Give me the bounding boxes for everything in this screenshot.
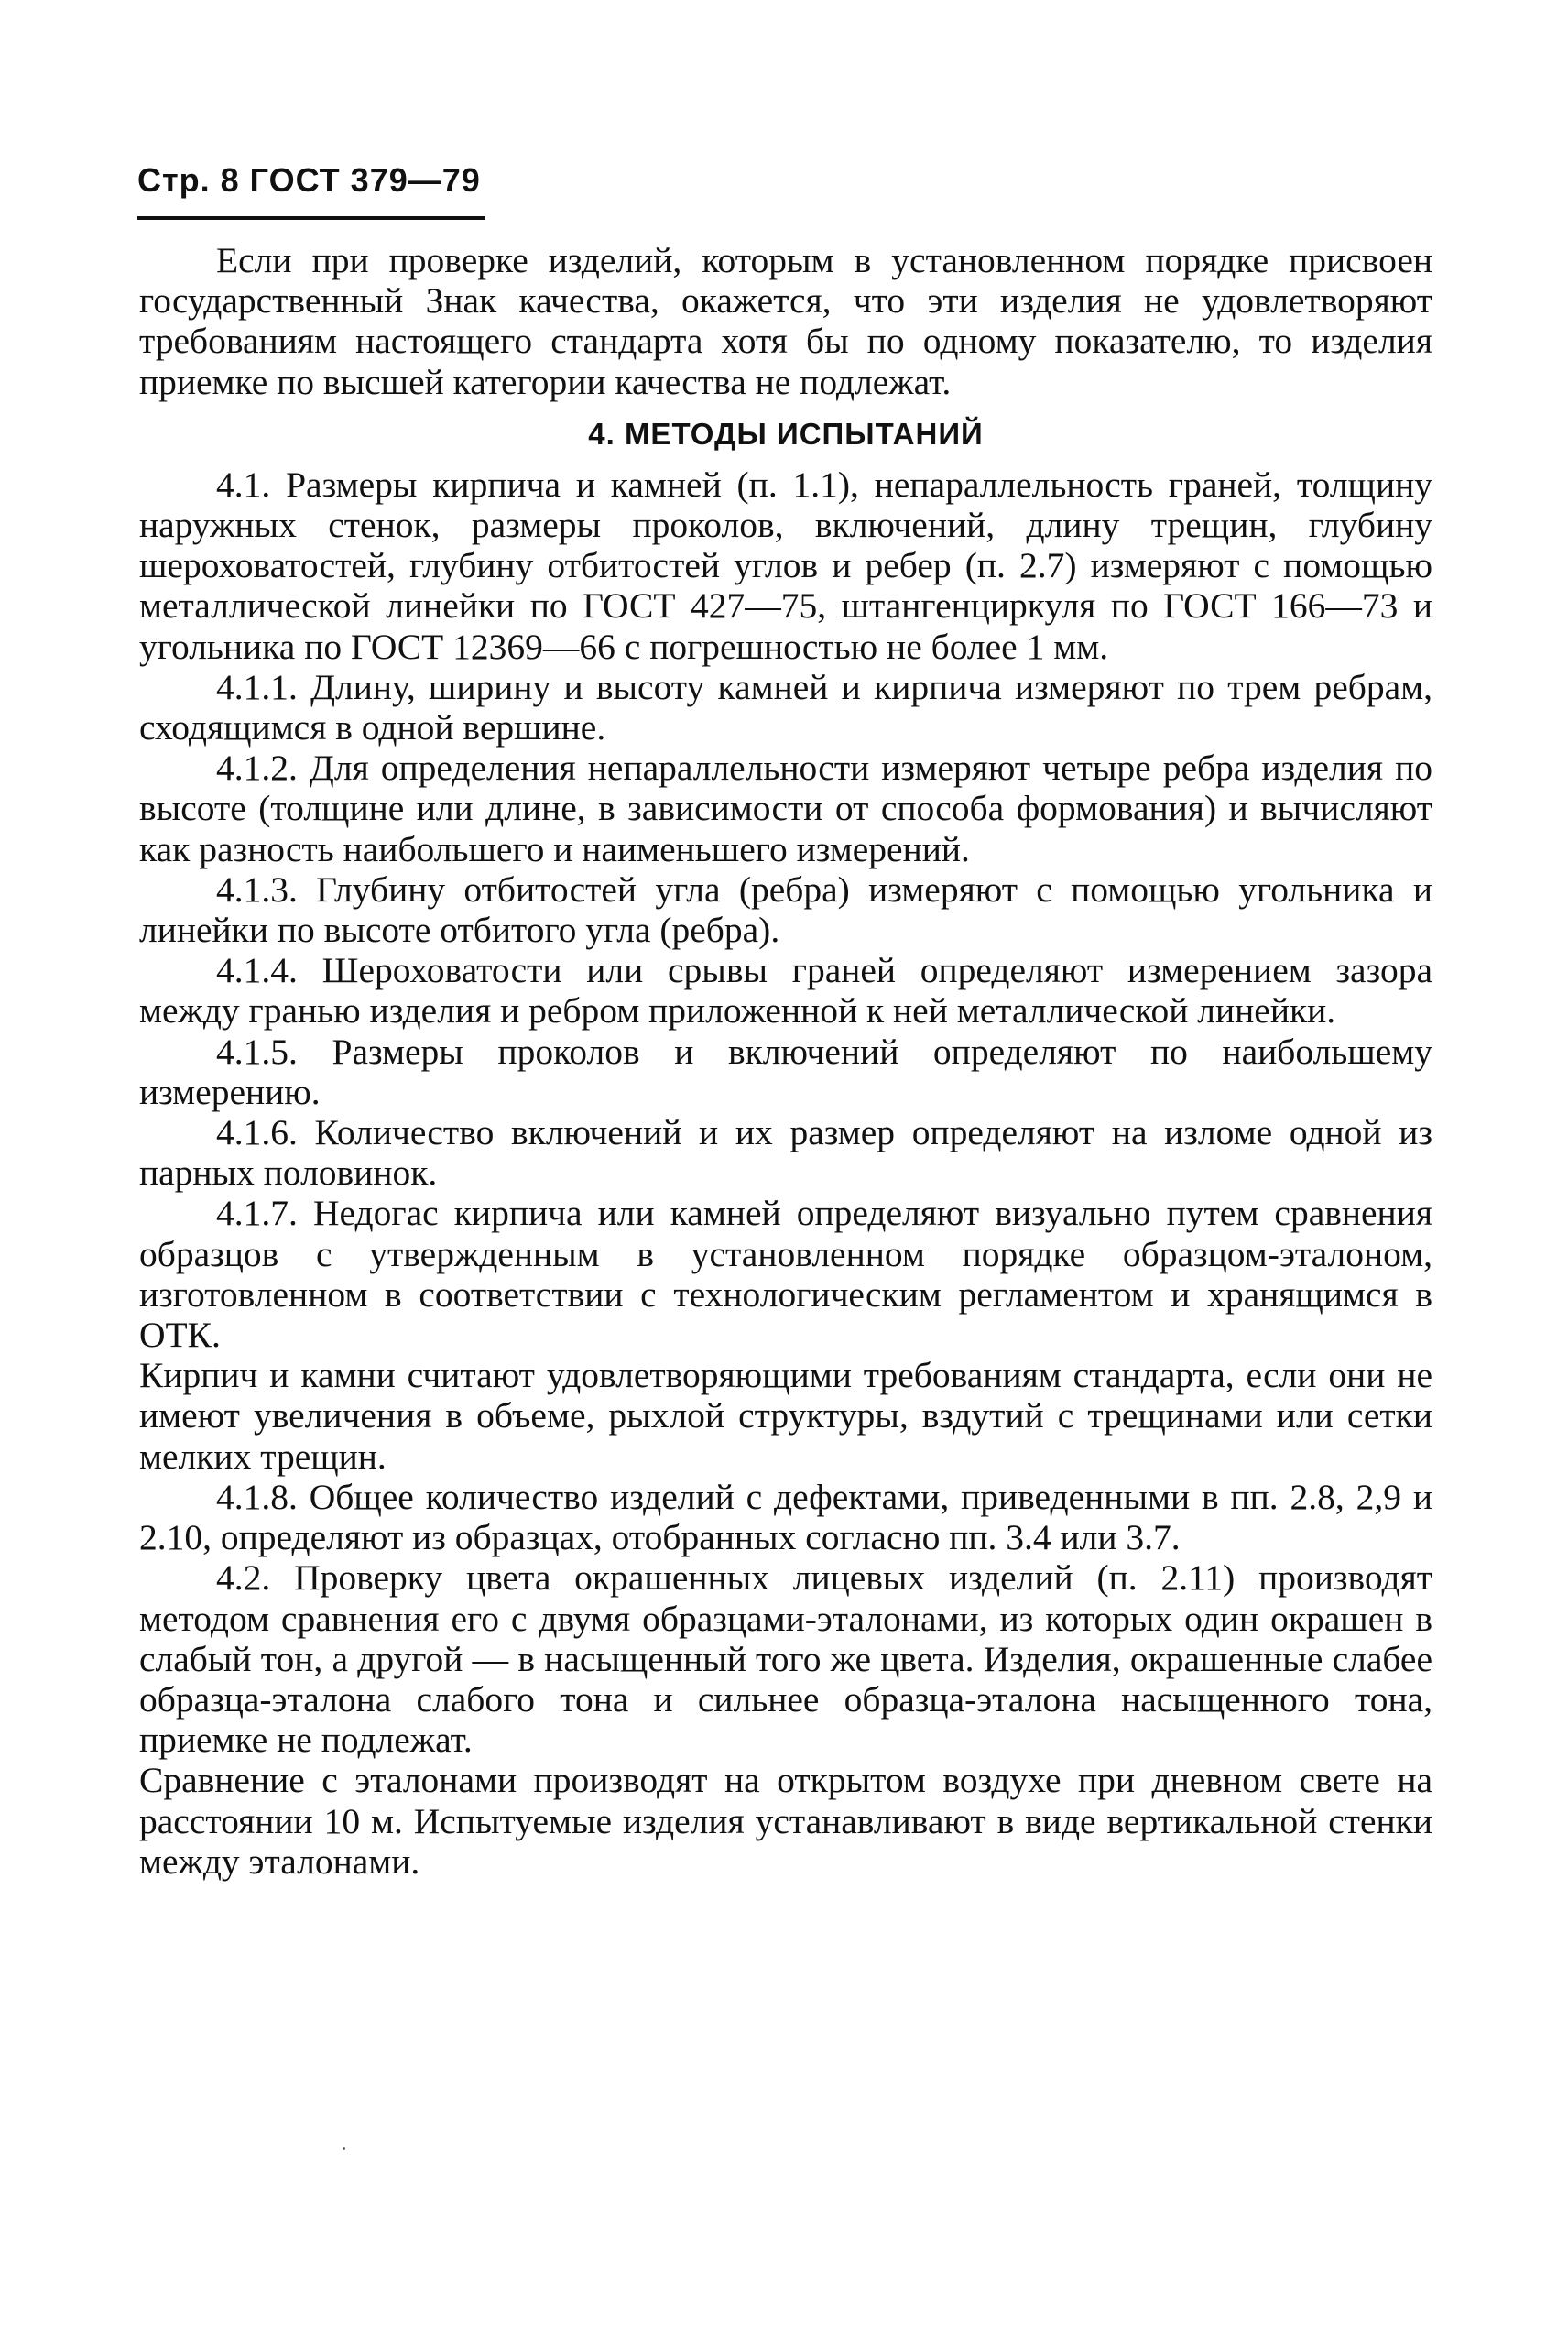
paragraph-4-1-6: 4.1.6. Количество включений и их размер определяют на изломе одной из парных половинок. — [139, 1112, 1432, 1194]
paragraph-4-1-5: 4.1.5. Размеры проколов и включений определяют по наибольшему измерению. — [139, 1031, 1432, 1112]
note-paragraph-1: Кирпич и камни считают удовлетворяющими требованиям стандарта, если они не имеют увеличения в объеме, рыхлой структуры, вздутий с трещинами или сетки мелких трещин. — [139, 1355, 1432, 1477]
paragraph-4-1-7: 4.1.7. Недогас кирпича или камней определяют визуально путем сравнения образцов с утвержденным в установленном порядке образцом-эталоном, изготовленном в соответствии с технологическим регламентом и хранящимся в ОТК. — [139, 1193, 1432, 1356]
document-body — [139, 240, 1432, 1882]
paragraph-4-1-3: 4.1.3. Глубину отбитостей угла (ребра) измеряют с помощью угольника и линейки по высоте отбитого угла (ребра). — [139, 868, 1432, 951]
paragraph-4-1-4: 4.1.4. Шероховатости или срывы граней определяют измерением зазора между гранью изделия и ребром приложенной к ней металлической линейки. — [139, 950, 1432, 1032]
paragraph-4-1-8: 4.1.8. Общее количество изделий с дефектами, приведенными в пп. 2.8, 2,9 и 2.10, определяют из образцах, отобранных согласно пп. 3.4 или 3.7. — [139, 1476, 1432, 1558]
paragraph-4-1-2: 4.1.2. Для определения непараллельности измеряют четыре ребра изделия по высоте (толщине или длине, в зависимости от способа формования) и вычисляют как разность наибольшего и наименьшего измерений. — [139, 748, 1432, 869]
paragraph-4-1-1: 4.1.1. Длину, ширину и высоту камней и кирпича измеряют по трем ребрам, сходящимся в одной вершине. — [139, 666, 1432, 748]
paragraph-4-2: 4.2. Проверку цвета окрашенных лицевых изделий (п. 2.11) производят методом сравнения его с двумя образцами-эталонами, из которых один окрашен в слабый тон, а другой — в насыщенный того же цвета. Изделия, окрашенные слабее образца-эталона слабого тона и сильнее образца-эталона насыщенного тона, приемке не подлежат. — [139, 1557, 1432, 1761]
print-speck — [343, 2147, 345, 2150]
intro-paragraph: Если при проверке изделий, которым в установленном порядке присвоен государственный Знак качества, окажется, что эти изделия не удовлетворяют требованиям настоящего стандарта хотя бы по одному показателю, то изделия приемке по высшей категории качества не подлежат. — [139, 240, 1432, 402]
paragraph-4-1: 4.1. Размеры кирпича и камней (п. 1.1), непараллельность граней, толщину наружных стенок, размеры проколов, включений, длину трещин, глубину шероховатостей, глубину отбитостей углов и ребер (п. 2.7) измеряют с помощью металлической линейки по ГОСТ 427—75, штангенциркуля по ГОСТ 166—73 и угольника по ГОСТ 12369—66 с погрешностью не более 1 мм. — [139, 464, 1432, 667]
section-heading: 4. МЕТОДЫ ИСПЫТАНИЙ — [588, 416, 984, 451]
header-rule — [137, 216, 485, 220]
note-paragraph-2: Сравнение с эталонами производят на открытом воздухе при дневном свете на расстоянии 10 м. Испытуемые изделия устанавливают в виде вертикальной стенки между эталонами. — [139, 1760, 1432, 1882]
page-header: Стр. 8 ГОСТ 379—79 — [137, 161, 481, 199]
